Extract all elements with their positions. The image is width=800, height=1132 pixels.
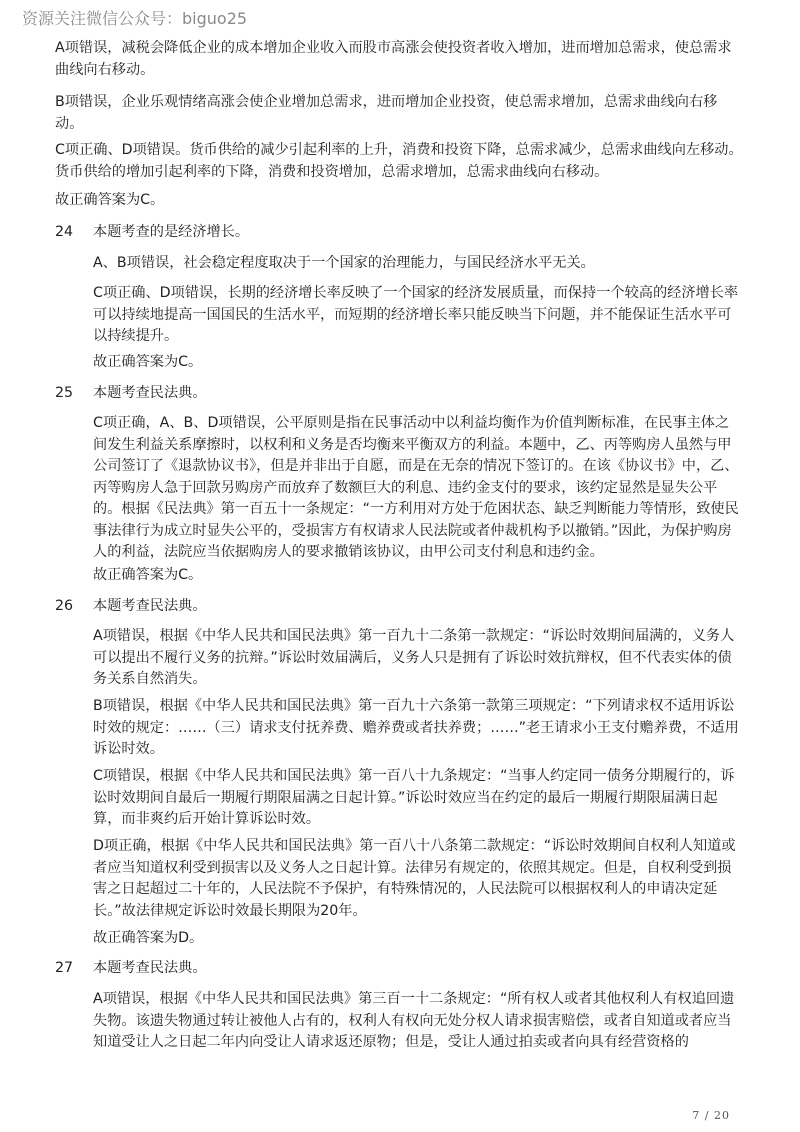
question-title-26: 本题考查民法典。 <box>93 598 207 614</box>
page-number: 7 / 20 <box>692 1109 730 1122</box>
q26-option-d: D项正确，根据《中华人民共和国民法典》第一百八十八条第二款规定：“诉讼时效期间自权利人知道或者应当知道权利受到损害以及义务人之日起计算。法律另有规定的，依照其规定。但是，自权利受到损害之日起超过二十年的，人民法院不予保护，有特殊情况的，人民法院可以根据权利人的申请决定延长。”故法律规定诉讼时效最长期限为20年。 <box>93 838 736 919</box>
intro-answer: 故正确答案为C。 <box>55 192 165 208</box>
question-title-27: 本题考查民法典。 <box>93 960 207 976</box>
question-number-25: 25 <box>55 385 74 401</box>
q27-option-a: A项错误，根据《中华人民共和国民法典》第三百一十二条规定：“所有权人或者其他权利人有权追回遗失物。该遗失物通过转让被他人占有的，权利人有权向无处分权人请求损害赔偿，或者自知道或者应当知道受让人之日起二年内向受让人请求返还原物；但是，受让人通过拍卖或者向具有经营资格的 <box>93 991 735 1050</box>
question-number-24: 24 <box>55 224 74 240</box>
q25-answer: 故正确答案为C。 <box>93 567 203 583</box>
watermark-text: 资源关注微信公众号：biguo25 <box>22 9 248 28</box>
intro-option-a: A项错误，减税会降低企业的成本增加企业收入而股市高涨会使投资者收入增加，进而增加总需求，使总需求曲线向右移动。 <box>55 40 732 78</box>
question-number-26: 26 <box>55 598 74 614</box>
question-title-25: 本题考查民法典。 <box>93 385 207 401</box>
question-title-24: 本题考查的是经济增长。 <box>93 224 250 240</box>
intro-option-b: B项错误，企业乐观情绪高涨会使企业增加总需求，进而增加企业投资，使总需求增加，总需求曲线向右移动。 <box>55 94 718 132</box>
q24-answer: 故正确答案为C。 <box>93 354 203 370</box>
q24-option-ab: A、B项错误，社会稳定程度取决于一个国家的治理能力，与国民经济水平无关。 <box>93 255 595 271</box>
intro-option-cd: C项正确、D项错误。货币供给的减少引起利率的上升，消费和投资下降，总需求减少，总需求曲线向左移动。货币供给的增加引起利率的下降，消费和投资增加，总需求增加，总需求曲线向右移动。 <box>55 142 743 180</box>
q26-option-b: B项错误，根据《中华人民共和国民法典》第一百九十六条第一款第三项规定：“下列请求权不适用诉讼时效的规定：……（三）请求支付抚养费、赡养费或者扶养费；……”老王请求小王支付赡养费，不适用诉讼时效。 <box>93 698 739 757</box>
q25-body: C项正确，A、B、D项错误，公平原则是指在民事活动中以利益均衡作为价值判断标准，在民事主体之间发生利益关系摩擦时，以权利和义务是否均衡来平衡双方的利益。本题中，乙、丙等购房人虽然与甲公司签订了《退款协议书》，但是并非出于自愿，而是在无奈的情况下签订的。在该《协议书》中，乙、丙等购房人急于回款另购房产而放弃了数额巨大的利息、违约金支付的要求，该约定显然是显失公平的。根据《民法典》第一百五十一条规定：“一方利用对方处于危困状态、缺乏判断能力等情形，致使民事法律行为成立时显失公平的，受损害方有权请求人民法院或者仲裁机构予以撤销。”因此，为保护购房人的利益，法院应当依据购房人的要求撤销该协议，由甲公司支付利息和违约金。 <box>93 415 739 560</box>
q26-option-a: A项错误，根据《中华人民共和国民法典》第一百九十二条第一款规定：“诉讼时效期间届满的，义务人可以提出不履行义务的抗辩。”诉讼时效届满后，义务人只是拥有了诉讼时效抗辩权，但不代表实体的债务关系自然消失。 <box>93 628 735 687</box>
question-number-27: 27 <box>55 960 74 976</box>
q26-option-c: C项错误，根据《中华人民共和国民法典》第一百八十九条规定：“当事人约定同一债务分期履行的，诉讼时效期间自最后一期履行期限届满之日起计算。”诉讼时效应当在约定的最后一期履行期限届满日起算，而非爽约后开始计算诉讼时效。 <box>93 768 735 827</box>
q26-answer: 故正确答案为D。 <box>93 930 204 946</box>
q24-option-cd: C项正确、D项错误，长期的经济增长率反映了一个国家的经济发展质量，而保持一个较高的经济增长率可以持续地提高一国国民的生活水平，而短期的经济增长率只能反映当下问题，并不能保证生活水平可以持续提升。 <box>93 285 739 344</box>
